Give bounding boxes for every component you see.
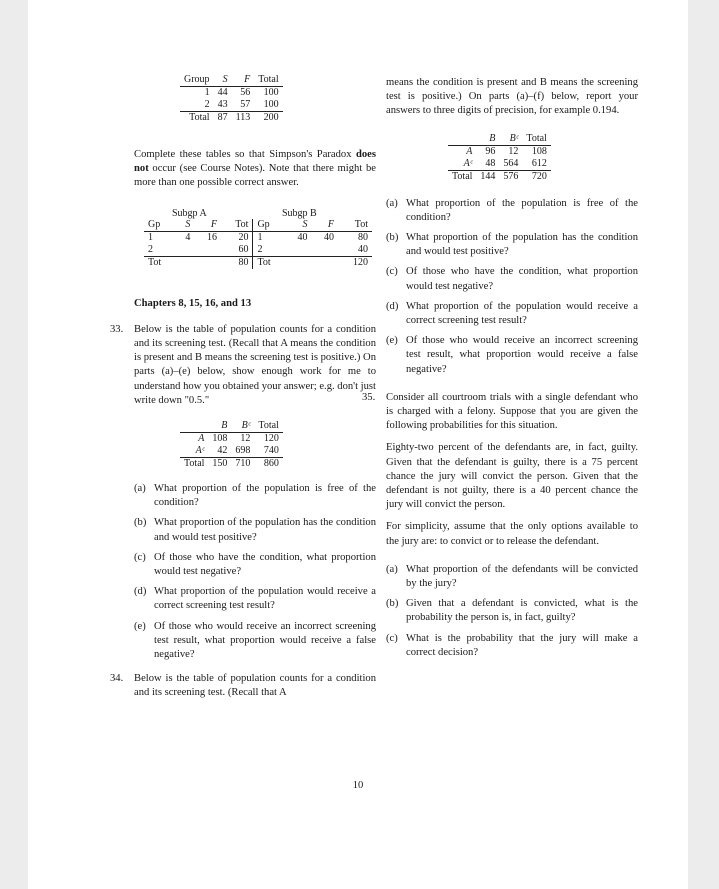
- table-header: [448, 133, 551, 146]
- table-cell: 2: [253, 244, 285, 257]
- table-cell: 20: [238, 231, 249, 243]
- table-cell: 100: [263, 87, 279, 98]
- subgroup-tables: [134, 207, 376, 269]
- prompt-text: Complete these tables so that Simpson's Paradox: [134, 149, 356, 160]
- list-item: [134, 482, 376, 510]
- table-cell: Aᶜ: [195, 445, 205, 457]
- table-cell: Bᶜ: [499, 133, 522, 146]
- table-cell: 43: [217, 99, 228, 110]
- table-cell: [194, 256, 221, 269]
- table-row: [448, 158, 551, 171]
- table-cell: Tot: [338, 219, 372, 232]
- part-text: What proportion of the population would receive a correct screening test result?: [406, 300, 638, 327]
- part-label: (c): [386, 266, 398, 278]
- part-text: Of those who would receive an incorrect screening test result, what proportion would receive a false negative?: [154, 620, 376, 661]
- table-cell: Total: [254, 74, 282, 87]
- list-item: [386, 265, 638, 293]
- part-text: What is the probability that the jury will make a correct decision?: [406, 632, 638, 658]
- table-cell: 4: [185, 231, 191, 243]
- table-cell: [285, 256, 312, 269]
- list-item: [386, 334, 638, 377]
- table-cell: Gp: [144, 219, 175, 232]
- table-total-row: [448, 170, 551, 183]
- table-cell: B: [208, 420, 231, 433]
- table-row: [180, 445, 283, 458]
- question-number: 35.: [362, 391, 376, 403]
- question-paragraph: For simplicity, assume that the only options available to the jury are: to convict or to release the defendant.: [386, 521, 638, 547]
- table-cell: Bᶜ: [231, 420, 254, 433]
- q35-parts: [386, 563, 638, 660]
- table-cell: 144: [476, 170, 499, 183]
- q34-parts: [386, 197, 638, 377]
- q33-parts: [134, 482, 376, 662]
- q34-table: [448, 133, 551, 183]
- table-cell: 120: [338, 256, 372, 269]
- table-cell: Tot: [144, 256, 175, 269]
- chapters-heading: Chapters 8, 15, 16, and 13: [134, 297, 252, 309]
- table-cell: 200: [254, 112, 282, 125]
- list-item: [134, 585, 376, 613]
- list-item: [386, 231, 638, 259]
- table-cell: 80: [358, 231, 368, 243]
- part-text: What proportion of the population is free of the condition?: [154, 483, 376, 509]
- table-cell: 57: [240, 99, 251, 110]
- part-text: What proportion of the population has the condition and would test positive?: [154, 517, 376, 543]
- table-cell: 113: [232, 112, 255, 125]
- part-label: (b): [386, 598, 399, 610]
- table-cell: F: [232, 74, 255, 87]
- table-cell: 40: [324, 231, 335, 243]
- table-cell: 1: [253, 231, 285, 244]
- list-item: [386, 197, 638, 225]
- question-33: [110, 323, 376, 662]
- table-cell: 2: [204, 99, 210, 110]
- table-cell: 612: [531, 157, 547, 169]
- part-label: (e): [134, 620, 146, 632]
- part-label: (b): [134, 517, 147, 529]
- list-item: [386, 563, 638, 591]
- table-cell: [180, 420, 208, 433]
- table-cell: Total: [254, 420, 282, 433]
- table-cell: Total: [448, 170, 476, 183]
- table-cell: 12: [508, 145, 519, 157]
- table-cell: 740: [263, 445, 279, 457]
- table-cell: [448, 133, 476, 146]
- table-cell: 87: [214, 112, 232, 125]
- list-item: [386, 597, 638, 625]
- prompt-text: occur (see Course Notes). Note that there might be more than one possible correct answer.: [134, 163, 376, 189]
- part-text: Given that a defendant is convicted, what is the probability the person is, in fact, guilty?: [406, 598, 638, 624]
- part-text: Of those who would receive an incorrect screening test result, what proportion would receive a false negative?: [406, 335, 638, 375]
- table-cell: 56: [240, 87, 251, 98]
- q33-table: [180, 420, 283, 470]
- part-label: (c): [386, 632, 398, 644]
- part-label: (a): [134, 483, 146, 495]
- table-cell: [285, 244, 312, 257]
- table-cell: Tot: [221, 219, 253, 232]
- table-cell: [175, 244, 194, 257]
- part-text: What proportion of the population has the condition and would test positive?: [406, 232, 638, 258]
- list-item: [134, 620, 376, 663]
- table-cell: 1: [204, 87, 210, 98]
- table-cell: 44: [217, 87, 228, 98]
- part-text: What proportion of the population is free of the condition?: [406, 197, 638, 223]
- part-label: (a): [386, 563, 398, 575]
- part-label: (b): [386, 232, 399, 244]
- group-table: [180, 74, 283, 124]
- table-cell: 698: [235, 445, 251, 457]
- table-row: [144, 231, 372, 244]
- part-label: (c): [134, 551, 146, 563]
- table-cell: [194, 244, 221, 257]
- table-cell: Aᶜ: [463, 157, 473, 169]
- table-cell: [311, 244, 338, 257]
- table-cell: 150: [208, 458, 231, 471]
- subgroup-a-title: Subgp A: [172, 207, 207, 219]
- table-cell: S: [285, 219, 312, 232]
- table-cell: 60: [238, 243, 249, 255]
- table-cell: 576: [499, 170, 522, 183]
- subgroup-b-title: Subgp B: [282, 207, 317, 219]
- table-cell: 710: [231, 458, 254, 471]
- table-row: [180, 87, 283, 100]
- question-text: Below is the table of population counts for a condition and its screening test. (Recall that A means the condition is present and B means the screening test is positive.) On parts (a)–(e) below, show enough work for me to understand how you obtained your answer; e.g. don't just write down "0.5.": [134, 323, 376, 406]
- part-label: (d): [134, 586, 147, 598]
- question-number: 34.: [110, 673, 124, 685]
- table-cell: 860: [254, 458, 282, 471]
- question-34-start: [110, 672, 376, 700]
- question-paragraph: Eighty-two percent of the defendants are, in fact, guilty. Given that the defendant is guilty, there is a 75 percent chance the jury will convict the person. Given that the defendant is not guilty, there is a 40 percent chance the jury will convict the person.: [386, 442, 638, 511]
- table-cell: F: [311, 219, 338, 232]
- table-cell: Total: [522, 133, 550, 146]
- part-text: Of those who have the condition, what proportion would test negative?: [406, 266, 638, 292]
- table-cell: 108: [212, 433, 228, 445]
- table-cell: Group: [180, 74, 214, 87]
- table-cell: 96: [485, 145, 496, 157]
- table-cell: [175, 256, 194, 269]
- table-cell: 12: [240, 433, 251, 445]
- list-item: [386, 632, 638, 660]
- part-label: (a): [386, 197, 398, 209]
- table-cell: 42: [217, 445, 228, 457]
- question-number: 33.: [110, 323, 124, 335]
- table-cell: 40: [358, 243, 368, 255]
- table-total-row: [144, 256, 372, 269]
- table-cell: S: [214, 74, 232, 87]
- prompt-emphasis: does not: [134, 149, 376, 175]
- table-cell: 720: [522, 170, 550, 183]
- table-cell: 16: [206, 231, 217, 243]
- question-text: Below is the table of population counts for a condition and its screening test. (Recall that A: [134, 673, 376, 699]
- document-page: [28, 0, 688, 889]
- table-cell: Total: [180, 112, 214, 125]
- table-cell: 48: [485, 157, 496, 169]
- list-item: [134, 551, 376, 579]
- list-item: [134, 516, 376, 544]
- table-cell: [311, 256, 338, 269]
- left-column: [110, 74, 376, 701]
- table-cell: F: [194, 219, 221, 232]
- table-cell: Tot: [253, 256, 285, 269]
- table-cell: 40: [297, 231, 308, 243]
- table-row: [180, 99, 283, 112]
- table-cell: B: [476, 133, 499, 146]
- part-text: What proportion of the population would receive a correct screening test result?: [154, 586, 376, 612]
- table-total-row: [180, 112, 283, 125]
- q34-continued-text: means the condition is present and B means the screening test is positive.) On parts (a)–(f) below, report your answers to three digits of precision, for example 0.194.: [386, 77, 638, 117]
- table-cell: 100: [263, 99, 279, 110]
- part-label: (e): [386, 335, 398, 347]
- table-row: [180, 433, 283, 446]
- table-cell: A: [198, 433, 205, 445]
- subgroup-table: [144, 219, 372, 269]
- part-text: What proportion of the defendants will be convicted by the jury?: [406, 563, 638, 590]
- table-row: [448, 145, 551, 158]
- question-35: [362, 391, 638, 660]
- table-cell: A: [466, 145, 473, 157]
- page-number: 10: [352, 780, 364, 791]
- group-table-header: [180, 74, 283, 87]
- table-cell: 120: [263, 433, 279, 445]
- simpson-prompt: [134, 148, 376, 191]
- table-cell: Total: [180, 458, 208, 471]
- list-item: [386, 300, 638, 328]
- table-row: [144, 244, 372, 257]
- question-text: Consider all courtroom trials with a single defendant who is charged with a felony. Suppose that you are given the following probabilities for this situation.: [386, 391, 638, 432]
- table-cell: Gp: [253, 219, 285, 232]
- table-cell: S: [175, 219, 194, 232]
- table-header: [180, 420, 283, 433]
- table-cell: 2: [148, 243, 153, 255]
- part-text: Of those who have the condition, what proportion would test negative?: [154, 551, 376, 578]
- table-total-row: [180, 458, 283, 471]
- table-cell: 108: [531, 145, 547, 157]
- table-cell: 564: [503, 157, 519, 169]
- part-label: (d): [386, 300, 399, 312]
- table-cell: 80: [221, 256, 253, 269]
- table-cell: 1: [148, 231, 153, 243]
